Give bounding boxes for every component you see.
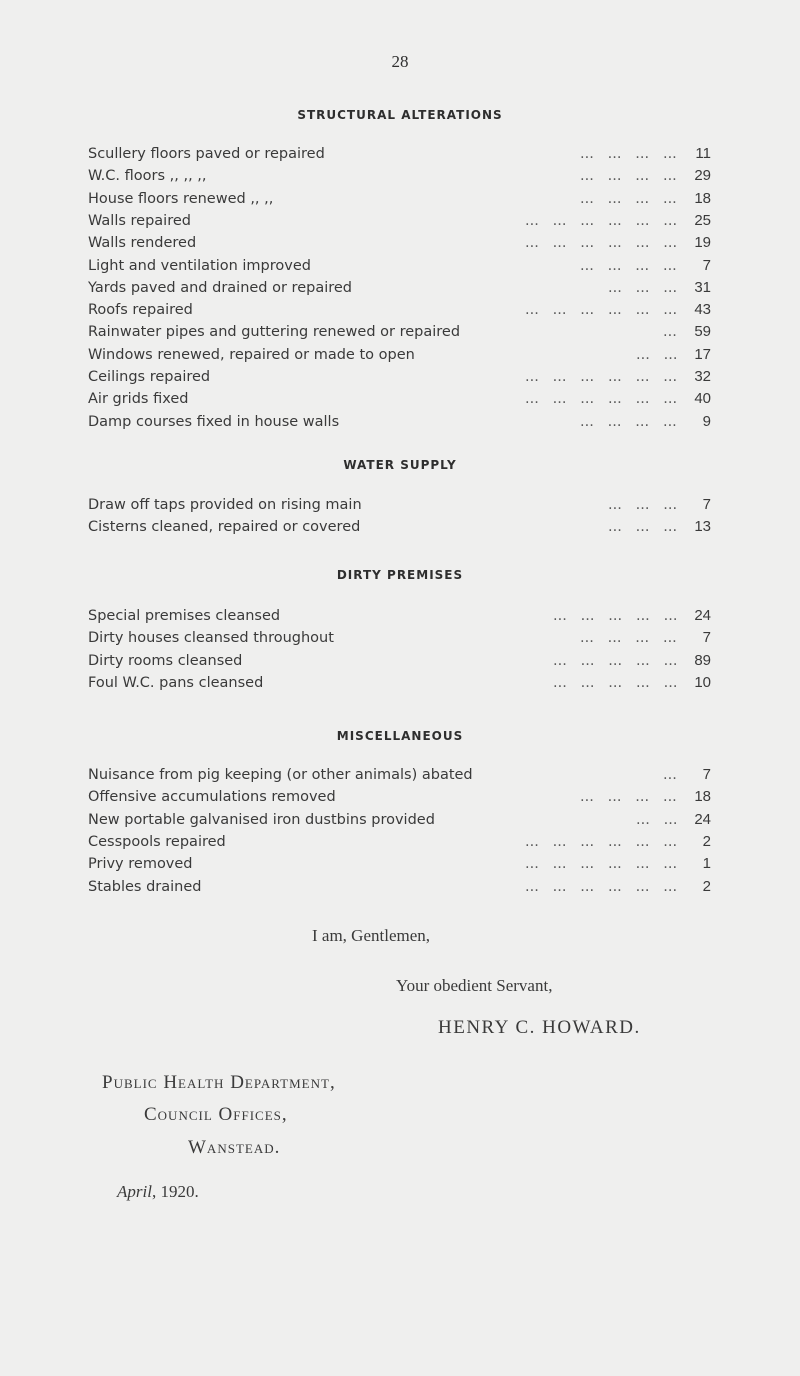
list-item [88,786,711,808]
leader-dots: ... ... ... [608,497,678,513]
item-count: 31 [694,278,711,296]
item-count: 17 [694,345,711,363]
item-label: Cisterns cleaned, repaired or covered [88,519,361,536]
list-item [88,516,711,538]
item-label: Stables drained [88,878,202,895]
leader-dots: ... [663,767,677,783]
list-item [88,627,711,649]
list-item [88,366,711,388]
item-label: Offensive accumulations removed [88,789,336,806]
item-label: Scullery floors paved or repaired [88,146,325,162]
leader-dots: ... ... ... [608,279,678,296]
item-label: Air grids fixed [88,391,189,408]
item-label: Nuisance from pig keeping (or other animals) abated [88,767,473,783]
list-item [88,650,711,672]
leader-dots: ... ... ... ... [580,146,677,162]
item-label: Damp courses fixed in house walls [88,413,340,430]
item-label: Cesspools repaired [88,833,226,850]
leader-dots: ... ... ... ... [580,789,677,806]
item-label: Special premises cleansed [88,608,281,624]
item-count: 25 [694,211,711,229]
list-item [88,876,711,898]
list-item [88,344,711,366]
page-number: 28 [391,52,409,71]
item-count: 24 [694,810,711,828]
item-label: Walls rendered [88,235,197,252]
leader-dots: ... ... ... ... ... [553,652,678,669]
item-label: New portable galvanised iron dustbins provided [88,811,435,828]
item-count: 40 [694,390,711,408]
list-item [88,321,711,343]
leader-dots: ... ... ... ... [580,168,677,185]
leader-dots: ... ... ... ... [580,190,677,207]
leader-dots: ... ... ... [608,519,678,536]
leader-dots: ... ... ... ... [580,413,677,430]
item-count: 10 [694,673,711,691]
item-count: 7 [702,629,711,647]
item-label: House floors renewed ,, ,, [88,190,274,207]
item-count: 24 [694,607,711,624]
list-item [88,672,711,694]
item-count: 7 [702,496,711,513]
address-line-department: Public Health Department, [102,1072,336,1093]
list-item [88,232,711,254]
list-item [88,411,711,433]
leader-dots: ... ... ... ... ... ... [525,833,678,850]
item-label: Dirty rooms cleansed [88,652,243,669]
item-count: 59 [694,323,711,341]
date-year: , 1920. [151,1182,199,1201]
item-count: 1 [702,855,711,873]
item-count: 18 [694,189,711,207]
list-item [88,255,711,277]
item-count: 7 [702,256,711,274]
leader-dots: ... ... ... ... ... [553,674,678,691]
item-count: 89 [694,651,711,669]
item-label: W.C. floors ,, ,, ,, [88,168,207,185]
list-item [88,188,711,210]
list-item [88,277,711,299]
item-count: 7 [702,766,711,783]
item-count: 29 [694,167,711,185]
date-line [117,1182,199,1202]
leader-dots: ... ... ... ... ... ... [525,856,678,873]
address-line-offices: Council Offices, [144,1104,288,1125]
list-item [88,605,711,627]
list-item [88,494,711,516]
item-count: 19 [694,234,711,252]
leader-dots: ... ... ... ... ... ... [525,369,678,385]
list-item [88,764,711,786]
item-count: 18 [694,788,711,806]
item-label: Windows renewed, repaired or made to open [88,346,415,363]
list-item [88,809,711,831]
list-item [88,388,711,410]
leader-dots: ... ... ... ... [580,257,677,274]
item-label: Walls repaired [88,212,191,229]
item-label: Light and ventilation improved [88,257,311,274]
signatory-name: HENRY C. HOWARD. [438,1017,641,1038]
item-count: 2 [702,877,711,895]
leader-dots: ... ... ... ... ... ... [525,391,678,408]
list-item [88,853,711,875]
item-count: 9 [702,412,711,430]
item-label: Yards paved and drained or repaired [88,279,353,296]
address-line-town: Wanstead. [188,1137,281,1158]
leader-dots: ... [663,324,677,341]
section-heading: WATER SUPPLY [343,458,457,472]
item-label: Dirty houses cleansed throughout [88,630,334,647]
item-count: 2 [702,832,711,850]
item-label: Rainwater pipes and guttering renewed or repaired [88,324,461,341]
section-heading: STRUCTURAL ALTERATIONS [297,108,503,122]
leader-dots: ... ... ... ... ... ... [525,878,678,895]
closing-greeting: I am, Gentlemen, [312,926,431,945]
leader-dots: ... ... ... ... ... ... [525,235,678,252]
leader-dots: ... ... [636,811,678,828]
leader-dots: ... ... ... ... ... [553,608,678,624]
item-count: 43 [694,301,711,319]
closing-servant: Your obedient Servant, [396,976,553,995]
item-label: Foul W.C. pans cleansed [88,674,264,691]
item-count: 11 [695,145,711,162]
item-label: Privy removed [88,856,193,873]
list-item [88,299,711,321]
item-count: 32 [694,368,711,385]
section-heading: MISCELLANEOUS [336,729,464,743]
list-item [88,165,711,187]
item-count: 13 [694,518,711,536]
list-item [88,143,711,165]
list-item [88,831,711,853]
item-label: Draw off taps provided on rising main [88,497,362,513]
item-label: Roofs repaired [88,302,193,319]
leader-dots: ... ... ... ... [580,630,677,647]
section-heading: DIRTY PREMISES [336,568,464,582]
list-item [88,210,711,232]
leader-dots: ... ... ... ... ... ... [525,212,678,229]
date-month: April [117,1182,152,1201]
leader-dots: ... ... [636,346,678,363]
leader-dots: ... ... ... ... ... ... [525,302,678,319]
item-label: Ceilings repaired [88,369,211,385]
